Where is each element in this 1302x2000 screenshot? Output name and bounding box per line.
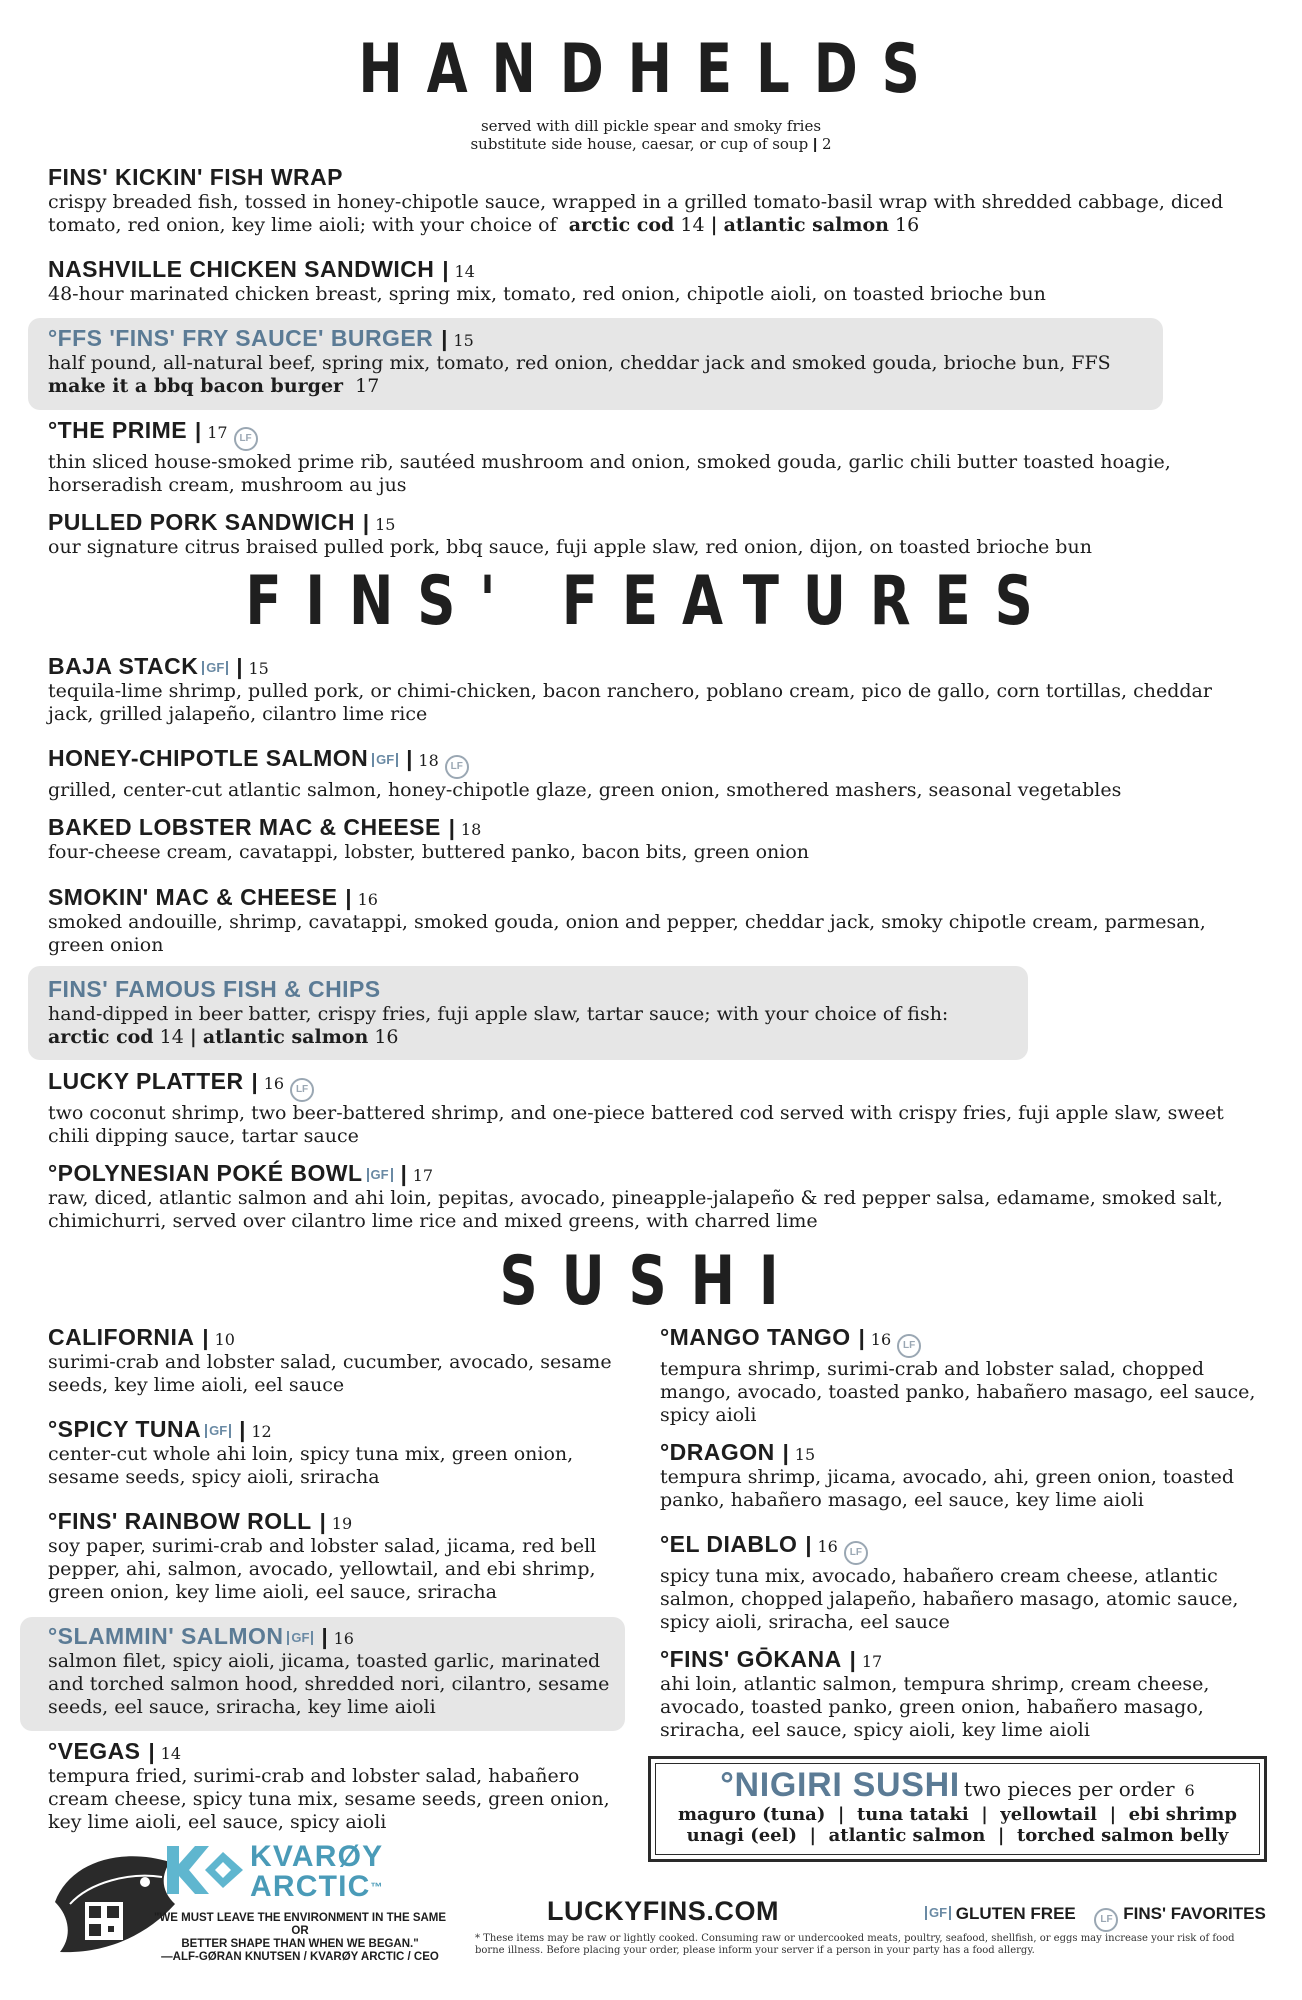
item-name: SMOKIN' MAC & CHEESE bbox=[48, 884, 338, 910]
gluten-free-badge: GF bbox=[287, 1631, 313, 1645]
sushi-item: °SLAMMIN' SALMON GF | 16 salmon filet, spicy aioli, jicama, toasted garlic, marinated and torched salmon hood, shredded nori, cilantro, sesame seeds, eel sauce, sriracha, key lime aioli bbox=[48, 1622, 633, 1719]
section-title-sushi: SUSHI bbox=[499, 1242, 803, 1321]
item-name: °DRAGON bbox=[660, 1439, 775, 1465]
item-price: 15 bbox=[453, 331, 474, 350]
item-description: tequila-lime shrimp, pulled pork, or chimi-chicken, bacon ranchero, poblano cream, pico de gallo, corn tortillas, cheddar jack, grilled jalapeño, cilantro lime rice bbox=[48, 680, 1212, 725]
item-name: °THE PRIME bbox=[48, 417, 188, 443]
item-description: crispy breaded fish, tossed in honey-chipotle sauce, wrapped in a grilled tomato-basil wrap with shredded cabbage, diced tomato, red onion, key lime aioli; with your choice of arctic cod 14 | atlantic salmon 16 bbox=[48, 191, 1224, 236]
item-price: 18 bbox=[460, 820, 482, 839]
fins-favorite-icon: LF bbox=[1094, 1908, 1118, 1932]
item-description: thin sliced house-smoked prime rib, sautéed mushroom and onion, smoked gouda, garlic chili butter toasted hoagie, horseradish cream, mushroom au jus bbox=[48, 451, 1171, 496]
item-price: 16 bbox=[333, 1629, 354, 1648]
item-name: PULLED PORK SANDWICH bbox=[48, 509, 355, 535]
item-price: 17 bbox=[207, 423, 228, 442]
item-name: °POLYNESIAN POKÉ BOWL bbox=[48, 1160, 363, 1186]
item-name: BAKED LOBSTER MAC & CHEESE bbox=[48, 814, 441, 840]
gluten-free-badge: GF bbox=[925, 1906, 951, 1920]
item-name: NASHVILLE CHICKEN SANDWICH bbox=[48, 256, 435, 282]
item-name: CALIFORNIA bbox=[48, 1324, 195, 1350]
item-description: hand-dipped in beer batter, crispy fries, fuji apple slaw, tartar sauce; with your choice of fish: bbox=[48, 1003, 949, 1025]
item-description: tempura shrimp, jicama, avocado, ahi, green onion, toasted panko, habañero masago, eel sauce, key lime aioli bbox=[660, 1466, 1235, 1511]
kvaroy-quote: "WE MUST LEAVE THE ENVIRONMENT IN THE SAME OR BETTER SHAPE THAN WHEN WE BEGAN." —ALF-GØRAN KNUTSEN / KVARØY ARCTIC / CEO bbox=[153, 1912, 447, 1963]
handhelds-subtitle: served with dill pickle spear and smoky fries bbox=[480, 117, 822, 135]
sushi-item: °MANGO TANGO | 16 LF tempura shrimp, surimi-crab and lobster salad, chopped mango, avocado, toasted panko, habañero masago, eel sauce, spicy aioli bbox=[660, 1323, 1260, 1427]
item-price: 16 bbox=[817, 1537, 838, 1556]
sushi-item: °SPICY TUNA GF | 12 center-cut whole ahi loin, spicy tuna mix, green onion, sesame seeds, spicy aioli, sriracha bbox=[48, 1415, 633, 1489]
item-price: 10 bbox=[214, 1330, 235, 1349]
item-description: two coconut shrimp, two beer-battered shrimp, and one-piece battered cod served with crispy fries, fuji apple slaw, sweet chili dipping sauce, tartar sauce bbox=[48, 1102, 1224, 1147]
item-price: 16 bbox=[870, 1330, 892, 1349]
menu-item: °FFS 'FINS' FRY SAUCE' BURGER | 15 half pound, all-natural beef, spring mix, tomato, red onion, cheddar jack and smoked gouda, brioche bun, FFS make it a bbq bacon burger 17 bbox=[48, 324, 1253, 398]
item-description: ahi loin, atlantic salmon, tempura shrimp, cream cheese, avocado, toasted panko, green onion, habañero masago, sriracha, eel sauce, spicy aioli, key lime aioli bbox=[660, 1673, 1210, 1741]
item-extra: make it a bbq bacon burger 17 bbox=[48, 375, 380, 397]
item-description: tempura shrimp, surimi-crab and lobster salad, chopped mango, avocado, toasted panko, habañero masago, eel sauce, spicy aioli bbox=[660, 1358, 1256, 1426]
item-name: °SLAMMIN' SALMON bbox=[48, 1623, 284, 1649]
item-description: center-cut whole ahi loin, spicy tuna mix, green onion, sesame seeds, spicy aioli, sriracha bbox=[48, 1443, 574, 1488]
item-name: FINS' KICKIN' FISH WRAP bbox=[48, 164, 343, 190]
nigiri-box bbox=[648, 1756, 1267, 1862]
item-name: °EL DIABLO bbox=[660, 1531, 798, 1557]
menu-item: °THE PRIME | 17 LF thin sliced house-smoked prime rib, sautéed mushroom and onion, smoked gouda, garlic chili butter toasted hoagie, horseradish cream, mushroom au jus bbox=[48, 416, 1253, 497]
fins-favorite-icon: LF bbox=[290, 1078, 314, 1102]
kvaroy-logo bbox=[50, 1842, 445, 1962]
item-name: LUCKY PLATTER bbox=[48, 1068, 244, 1094]
item-price: 19 bbox=[331, 1514, 353, 1533]
item-price: 14 bbox=[454, 262, 475, 281]
menu-item: BAKED LOBSTER MAC & CHEESE | 18 four-cheese cream, cavatappi, lobster, buttered panko, bacon bits, green onion bbox=[48, 813, 1253, 864]
item-name: °VEGAS bbox=[48, 1738, 141, 1764]
menu-item: NASHVILLE CHICKEN SANDWICH | 14 48-hour marinated chicken breast, spring mix, tomato, red onion, chipotle aioli, on toasted brioche bun bbox=[48, 255, 1253, 306]
gluten-free-badge: GF bbox=[372, 753, 398, 767]
nigiri-price: 6 bbox=[1184, 1781, 1195, 1800]
item-description: grilled, center-cut atlantic salmon, honey-chipotle glaze, green onion, smothered mashers, seasonal vegetables bbox=[48, 779, 1122, 801]
menu-item: LUCKY PLATTER | 16 LF two coconut shrimp, two beer-battered shrimp, and one-piece battered cod served with crispy fries, fuji apple slaw, sweet chili dipping sauce, tartar sauce bbox=[48, 1067, 1253, 1148]
kvaroy-arrow-icon bbox=[165, 1844, 245, 1896]
sushi-item: °EL DIABLO | 16 LF spicy tuna mix, avocado, habañero cream cheese, atlantic salmon, chopped jalapeño, habañero masago, atomic sauce, spicy aioli, sriracha, eel sauce bbox=[660, 1530, 1260, 1634]
nigiri-inner-frame bbox=[655, 1763, 1260, 1855]
item-description: half pound, all-natural beef, spring mix, tomato, red onion, cheddar jack and smoked gouda, brioche bun, FFS bbox=[48, 352, 1111, 374]
item-description: our signature citrus braised pulled pork, bbq sauce, fuji apple slaw, red onion, dijon, on toasted brioche bun bbox=[48, 536, 1092, 558]
section-title-features: FINS' FEATURES bbox=[245, 562, 1057, 641]
item-name: °MANGO TANGO bbox=[660, 1324, 851, 1350]
item-price: 16 bbox=[263, 1074, 285, 1093]
menu-item: HONEY-CHIPOTLE SALMON GF | 18 LF grilled, center-cut atlantic salmon, honey-chipotle glaze, green onion, smothered mashers, seasonal vegetables bbox=[48, 744, 1253, 802]
item-description: 48-hour marinated chicken breast, spring mix, tomato, red onion, chipotle aioli, on toasted brioche bun bbox=[48, 283, 1046, 305]
item-name: °FINS' GŌKANA bbox=[660, 1646, 842, 1672]
item-description: tempura fried, surimi-crab and lobster salad, habañero cream cheese, spicy tuna mix, sesame seeds, green onion, key lime aioli, eel sauce, spicy aioli bbox=[48, 1765, 610, 1833]
item-price: 14 bbox=[160, 1744, 181, 1763]
item-name: BAJA STACK bbox=[48, 653, 199, 679]
item-description: salmon filet, spicy aioli, jicama, toasted garlic, marinated and torched salmon hood, shredded nori, cilantro, sesame seeds, eel sauce, sriracha, key lime aioli bbox=[48, 1650, 610, 1718]
handhelds-substitute: substitute side house, caesar, or cup of soup | 2 bbox=[470, 135, 832, 153]
item-description: surimi-crab and lobster salad, cucumber, avocado, sesame seeds, key lime aioli, eel sauce bbox=[48, 1351, 612, 1396]
sushi-item: °DRAGON | 15 tempura shrimp, jicama, avocado, ahi, green onion, toasted panko, habañero masago, eel sauce, key lime aioli bbox=[660, 1438, 1260, 1512]
item-name: HONEY-CHIPOTLE SALMON bbox=[48, 745, 369, 771]
fins-favorite-icon: LF bbox=[897, 1334, 921, 1358]
item-price: 15 bbox=[248, 659, 269, 678]
legend bbox=[925, 1904, 1266, 1932]
gluten-free-badge: GF bbox=[205, 1424, 231, 1438]
item-name: °SPICY TUNA bbox=[48, 1416, 202, 1442]
disclaimer: * These items may be raw or lightly cooked. Consuming raw or undercooked meats, poultry, seafood, shellfish, or eggs may increase your risk of food borne illness. Before placing your order, please inform your server if a person in your party has a food allergy. bbox=[475, 1933, 1235, 1956]
menu-item: SMOKIN' MAC & CHEESE | 16 smoked andouille, shrimp, cavatappi, smoked gouda, onion and pepper, cheddar jack, smoky chipotle cream, parmesan, green onion bbox=[48, 883, 1253, 957]
fins-favorite-icon: LF bbox=[844, 1541, 868, 1565]
item-price: 16 bbox=[357, 890, 378, 909]
sushi-item: °FINS' GŌKANA | 17 ahi loin, atlantic salmon, tempura shrimp, cream cheese, avocado, toasted panko, green onion, habañero masago, sriracha, eel sauce, spicy aioli, key lime aioli bbox=[660, 1645, 1260, 1742]
item-price: 15 bbox=[375, 515, 396, 534]
legend-fins-favorites: FINS' FAVORITES bbox=[1123, 1904, 1266, 1923]
menu-item bbox=[48, 163, 1253, 237]
gluten-free-badge: GF bbox=[202, 661, 228, 675]
sushi-item: CALIFORNIA | 10 surimi-crab and lobster salad, cucumber, avocado, sesame seeds, key lime aioli, eel sauce bbox=[48, 1323, 633, 1397]
item-description: soy paper, surimi-crab and lobster salad, jicama, red bell pepper, ahi, salmon, avocado, yellowtail, and ebi shrimp, green onion, key lime aioli, eel sauce, sriracha bbox=[48, 1535, 597, 1603]
gluten-free-badge: GF bbox=[367, 1168, 393, 1182]
nigiri-line-2: unagi (eel) | atlantic salmon | torched salmon belly bbox=[686, 1825, 1229, 1846]
item-name: °FFS 'FINS' FRY SAUCE' BURGER bbox=[48, 325, 434, 351]
kvaroy-brand: KVARØY ARCTIC™ bbox=[250, 1840, 384, 1903]
legend-gluten-free: GLUTEN FREE bbox=[955, 1904, 1076, 1923]
item-price: 15 bbox=[794, 1445, 816, 1464]
fins-favorite-icon: LF bbox=[445, 755, 469, 779]
item-description: smoked andouille, shrimp, cavatappi, smoked gouda, onion and pepper, cheddar jack, smoky chipotle cream, parmesan, green onion bbox=[48, 911, 1206, 956]
menu-item bbox=[48, 975, 1253, 1049]
sushi-item: °FINS' RAINBOW ROLL | 19 soy paper, surimi-crab and lobster salad, jicama, red bell pepper, ahi, salmon, avocado, yellowtail, and ebi shrimp, green onion, key lime aioli, eel sauce, sriracha bbox=[48, 1507, 633, 1604]
section-title-handhelds: HANDHELDS bbox=[358, 30, 944, 109]
item-price: 12 bbox=[251, 1422, 272, 1441]
nigiri-line-1: maguro (tuna) | tuna tataki | yellowtail | ebi shrimp bbox=[678, 1804, 1237, 1825]
item-options: arctic cod 14 | atlantic salmon 16 bbox=[48, 1026, 399, 1048]
menu-item: BAJA STACK GF | 15 tequila-lime shrimp, pulled pork, or chimi-chicken, bacon ranchero, poblano cream, pico de gallo, corn tortillas, cheddar jack, grilled jalapeño, cilantro lime rice bbox=[48, 652, 1253, 726]
item-name: FINS' FAMOUS FISH & CHIPS bbox=[48, 976, 381, 1002]
item-description: raw, diced, atlantic salmon and ahi loin, pepitas, avocado, pineapple-jalapeño & red pepper salsa, edamame, smoked salt, chimichurri, served over cilantro lime rice and mixed greens, with charred lime bbox=[48, 1187, 1223, 1232]
nigiri-note: two pieces per order bbox=[963, 1777, 1175, 1801]
item-name: °FINS' RAINBOW ROLL bbox=[48, 1508, 312, 1534]
item-description: spicy tuna mix, avocado, habañero cream cheese, atlantic salmon, chopped jalapeño, habañero masago, atomic sauce, spicy aioli, sriracha, eel sauce bbox=[660, 1565, 1239, 1633]
item-price: 17 bbox=[412, 1166, 434, 1185]
item-description: four-cheese cream, cavatappi, lobster, buttered panko, bacon bits, green onion bbox=[48, 841, 810, 863]
item-price: 17 bbox=[861, 1652, 883, 1671]
website-link[interactable]: LUCKYFINS.COM bbox=[547, 1896, 780, 1926]
menu-item: PULLED PORK SANDWICH | 15 our signature citrus braised pulled pork, bbq sauce, fuji apple slaw, red onion, dijon, on toasted brioche bun bbox=[48, 508, 1253, 559]
menu-item: °POLYNESIAN POKÉ BOWL GF | 17 raw, diced, atlantic salmon and ahi loin, pepitas, avocado, pineapple-jalapeño & red pepper salsa, edamame, smoked salt, chimichurri, served over cilantro lime rice and mixed greens, with charred lime bbox=[48, 1159, 1253, 1233]
nigiri-title: °NIGIRI SUSHI bbox=[720, 1766, 960, 1804]
fins-favorite-icon: LF bbox=[234, 427, 258, 451]
sushi-item: °VEGAS | 14 tempura fried, surimi-crab and lobster salad, habañero cream cheese, spicy tuna mix, sesame seeds, green onion, key lime aioli, eel sauce, spicy aioli bbox=[48, 1737, 633, 1834]
item-price: 18 bbox=[418, 751, 439, 770]
